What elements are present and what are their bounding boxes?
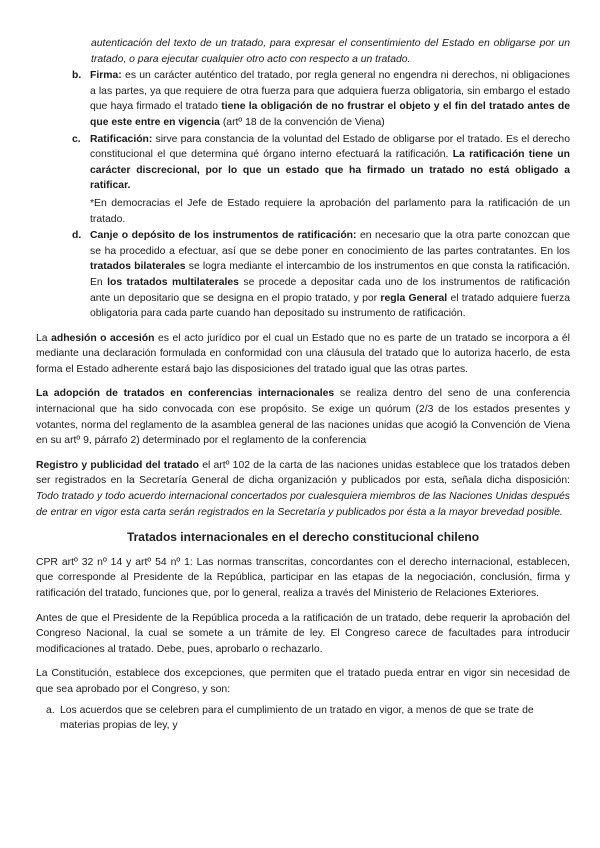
- list-item-body: [90, 68, 570, 130]
- emphasized-text: los tratados multilaterales: [107, 276, 239, 288]
- list-item-text: [90, 132, 570, 194]
- text-run: se logra mediante el intercambio de los instrumentos en que consta la ratificación. En: [90, 261, 570, 288]
- body-paragraphs: [36, 331, 570, 521]
- emphasized-text: La ratificación tiene un carácter discrecional, por lo que un estado que ha firmado un tratado no está obligado a ratificar.: [90, 149, 570, 192]
- list-item: [72, 132, 570, 228]
- list-item: [72, 68, 570, 130]
- ratification-steps-list: [36, 68, 570, 322]
- text-run: es el acto jurídico por el cual un Estado que no es parte de un tratado se incorpora a él mediante una declaración formulada en conformidad con una cláusula del tratado que lo autoriza hacerlo, de esta forma el Estado adherente estará bajo las disposiciones del tratado igual que las otras partes.: [36, 332, 570, 375]
- emphasized-text: La adopción de tratados en conferencias internacionales: [36, 388, 335, 400]
- text-run: el tratado adquiere fuerza obligatoria para cada parte cuando han depositado su instrumento de ratificación.: [90, 292, 570, 320]
- section-heading: Tratados internacionales en el derecho constitucional chileno: [126, 530, 480, 545]
- list-item-body: [90, 132, 570, 228]
- list-item-text: [90, 228, 570, 322]
- paragraph: [36, 458, 570, 520]
- list-item: [72, 228, 570, 322]
- emphasized-text: tiene la obligación de no frustrar el objeto y el fin del tratado antes de que este entre en vigencia: [90, 101, 570, 128]
- emphasized-text: Ratificación:: [90, 133, 153, 145]
- text-run: en necesario que la otra parte conozcan que se ha procedido a efectuar, así que se debe poner en conocimiento de las partes contratantes. En los: [90, 230, 570, 257]
- emphasized-text: adhesión o accesión: [51, 332, 155, 344]
- text-run: La: [36, 332, 52, 344]
- section-paragraph: CPR artº 32 nº 14 y artº 54 nº 1: Las normas transcritas, concordantes con el derecho internacional, establecen, que corresponde al Presidente de la República, participar en las etapas de la negociación, conclusión, firma y ratificación del tratado, funciones que, por lo general, realiza a través del Ministerio de Relaciones Exteriores.: [36, 556, 570, 599]
- intro-continuation: autenticación del texto de un tratado, para expresar el consentimiento del Estado en obligarse por un tratado, o para ejecutar cualquier otro acto con respecto a un tratado.: [91, 38, 570, 65]
- exception-text: Los acuerdos que se celebren para el cumplimiento de un tratado en vigor, a menos de que se trate de materias propias de ley, y: [60, 704, 534, 732]
- list-item-label: d.: [72, 230, 82, 242]
- text-run: es un carácter auténtico del tratado, por regla general no engendra ni derechos, ni obligaciones a las partes, ya que requiere de otra fuerza para que adquiera fuerza obligatoria, sin embargo el estado que haya firmado el tratado: [90, 70, 570, 113]
- text-run: se procede a depositar cada uno de los instrumentos de ratificación ante un depositario que se designa en el propio tratado, y por: [90, 276, 570, 304]
- emphasized-text: regla General: [380, 292, 448, 304]
- text-run: sirve para constancia de la voluntad del Estado de obligarse por el tratado. Es el derecho constitucional el que determina qué órgano interno efectuará la ratificación.: [90, 133, 570, 161]
- text-run: se realiza dentro del seno de una conferencia internacional que ha sido convocada con ese propósito. Se exige un quórum (2/3 de los estados presentes y votantes, norma del reglamento de la asamblea general de las naciones unidas que acogió la Convención de Viena en su artº 9, párrafo 2) determinado por el reglamento de la conferencia: [36, 388, 571, 447]
- emphasized-text: Registro y publicidad del tratado: [36, 459, 199, 471]
- section-paragraph: La Constitución, establece dos excepciones, que permiten que el tratado pueda entrar en vigor sin necesidad de que sea aprobado por el Congreso, y son:: [36, 668, 570, 695]
- exception-label: a.: [46, 704, 55, 716]
- emphasized-text: tratados bilaterales: [90, 261, 186, 273]
- list-item-label: c.: [72, 133, 81, 145]
- text-run: (artº 18 de la convención de Viena): [219, 116, 385, 128]
- exception-item: [46, 703, 570, 734]
- paragraph: [36, 386, 570, 448]
- text-run: el artº 102 de la carta de las naciones unidas establece que los tratados deben ser registrados en la Secretaría General de dicha organización y publicados por esta, señala dicha disposición:: [36, 459, 571, 487]
- emphasized-text: Firma:: [90, 70, 122, 82]
- paragraph: [36, 331, 570, 378]
- quoted-text: Todo tratado y todo acuerdo internacional concertados por cualesquiera miembros de las Naciones Unidas después de entrar en vigor esta carta serán registrados en la Secretaría y publicados por ésta a la mayor brevedad posible.: [36, 491, 570, 518]
- list-item-text: [90, 68, 570, 130]
- emphasized-text: Canje o depósito de los instrumentos de ratificación:: [90, 230, 357, 242]
- list-item-body: [90, 228, 570, 322]
- list-item-label: b.: [72, 70, 82, 82]
- footnote-text: *En democracias el Jefe de Estado requiere la aprobación del parlamento para la ratificación de un tratado.: [90, 197, 570, 225]
- section-paragraph: Antes de que el Presidente de la República proceda a la ratificación de un tratado, debe requerir la aprobación del Congreso Nacional, la cual se somete a un trámite de ley. El Congreso carece de facultades para introducir modificaciones al tratado. Debe, pues, aprobarlo o rechazarlo.: [36, 612, 570, 655]
